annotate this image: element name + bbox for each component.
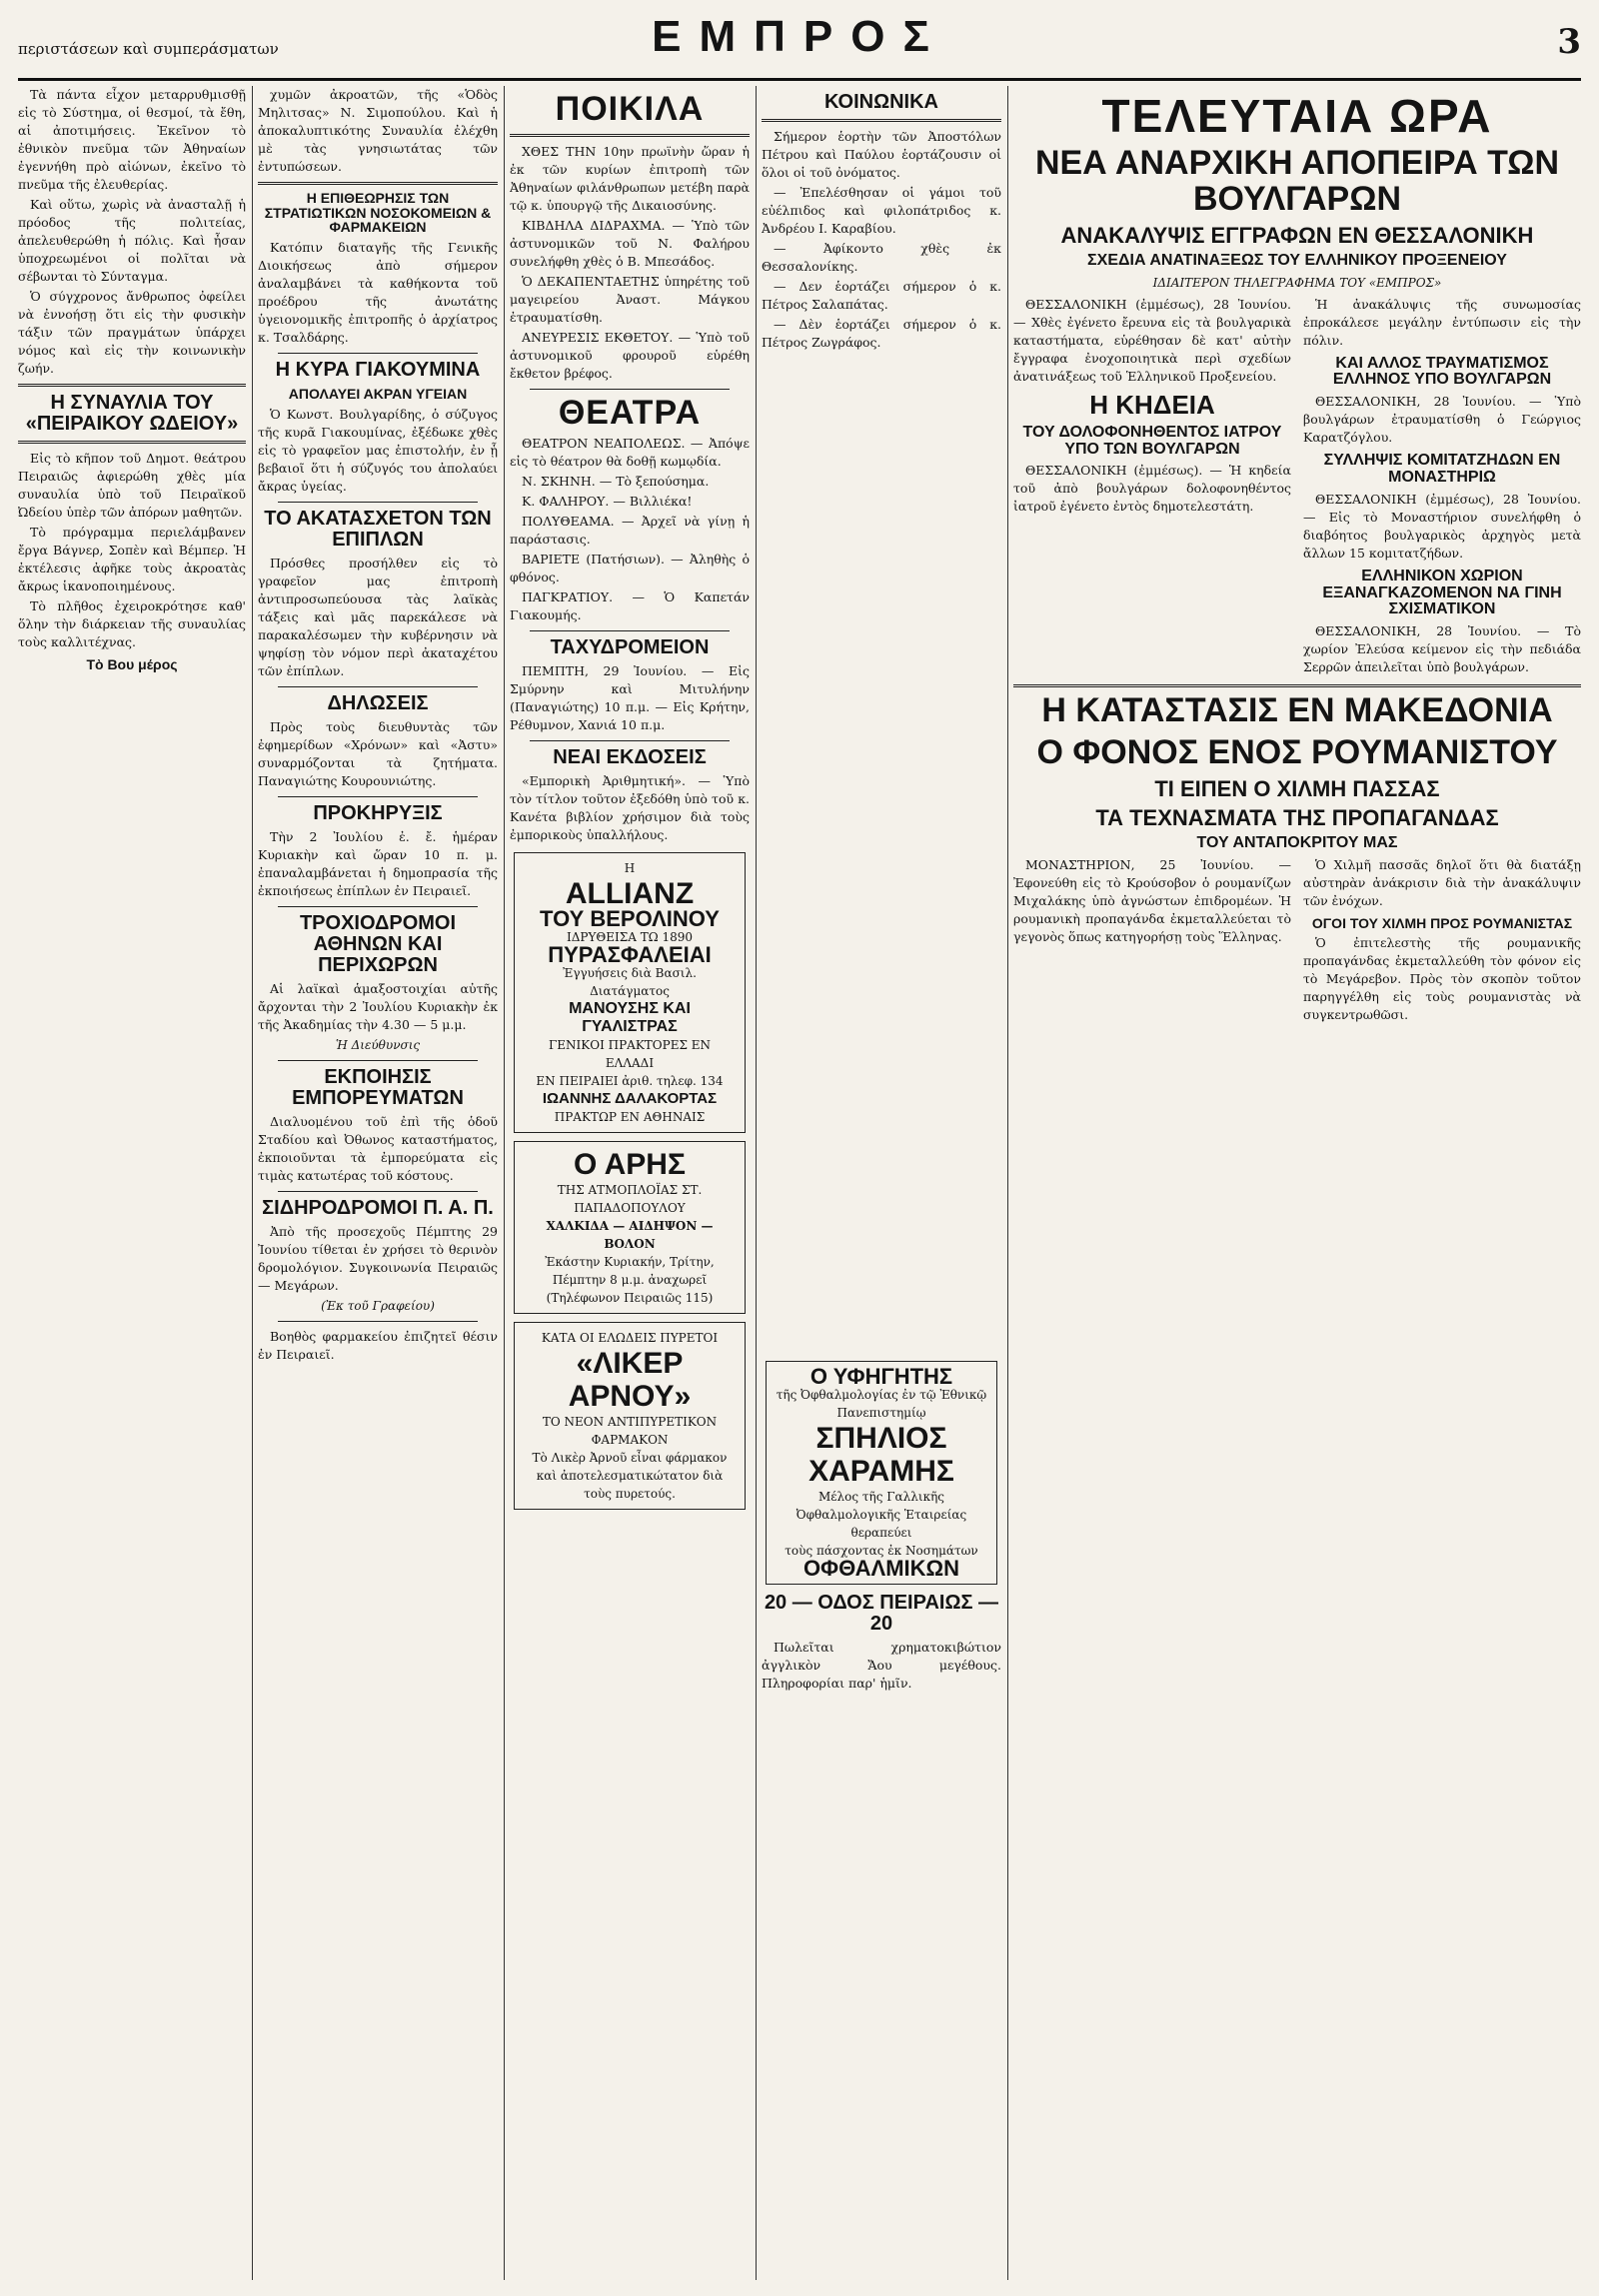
- story2-paragraph: ΜΟΝΑΣΤΗΡΙΟΝ, 25 Ἰουνίου. — Ἐφονεύθη εἰς τὸ Κρούσοβον ὁ ρουμανίζων Μιχαλάκης ὑπὸ ἀγνώστων ἐπιδρομέων. Ἡ ρουμανικὴ προπαγάνδα ἐκμεταλλεύεται τὸ γεγονὸς ὅπως κατηγορήσῃ τοὺς Ἕλληνας.: [1013, 856, 1291, 944]
- aris-phone: (Τηλέφωνον Πειραιῶς 115): [546, 1291, 714, 1306]
- theatres-title: ΘΕΑΤΡΑ: [558, 393, 702, 432]
- allianz-advertisement: [514, 852, 746, 1133]
- oph-membership: Μέλος τῆς Γαλλικῆς Ὀφθαλμολογικῆς Ἑταιρείας: [796, 1490, 967, 1522]
- concert-part-two: Τὸ Βου μέρος: [86, 656, 178, 672]
- column2-top-text: χυμῶν ἀκροατῶν, τῆς «Ὁδὸς Μηλιτσας» Ν. Σιμοπούλου. Καὶ ἡ ἀποκαλυπτικότης Συναυλία ἐλέχθη μὲ τὰς γνησιωτάτας τῶν ἐντυπώσεων.: [258, 87, 498, 174]
- aris-title: Ο ΑΡΗΣ: [574, 1148, 686, 1182]
- wounded-headline: ΚΑΙ ΑΛΛΟΣ ΤΡΑΥΜΑΤΙΣΜΟΣ ΕΛΛΗΝΟΣ ΥΠΟ ΒΟΥΛΓΑΡΩΝ: [1332, 354, 1552, 389]
- poikila-item-1: ΧΘΕΣ ΤΗΝ 10ην πρωϊνὴν ὥραν ἡ ἐκ τῶν κυρίων ἐπιτροπὴ τῶν Ἀθηναίων φιλάνθρωπων μετέβη παρὰ τῷ κ. ὑπουργῷ τῆς Δικαιοσύνης.: [510, 143, 750, 213]
- allianz-piraeus: ΕΝ ΠΕΙΡΑΙΕΙ ἀριθ. τηλεφ. 134: [536, 1074, 724, 1089]
- allianz-athens-label: ΠΡΑΚΤΩΡ ΕΝ ΑΘΗΝΑΙΣ: [554, 1110, 706, 1125]
- telegram-byline: ΙΔΙΑΙΤΕΡΟΝ ΤΗΛΕΓΡΑΦΗΜΑ ΤΟΥ «ΕΜΠΡΟΣ»: [1152, 275, 1442, 290]
- column2-footer: Βοηθὸς φαρμακείου ἐπιζητεῖ θέσιν ἐν Πειραιεῖ.: [258, 1328, 498, 1362]
- theatre-item-5: ΒΑΡΙΕΤΕ (Πατήσιων). — Ἀληθὴς ὁ φθόνος.: [510, 552, 750, 585]
- aris-schedule: Ἐκάστην Κυριακήν, Τρίτην, Πέμπτην 8 μ.μ. ἀναχωρεῖ: [545, 1255, 715, 1288]
- story1b-paragraph: Ἡ ἀνακάλυψις τῆς συνωμοσίας ἐπροκάλεσε μεγάλην ἐντύπωσιν εἰς τὴν πόλιν.: [1303, 296, 1581, 348]
- arrests-headline: ΣΥΛΛΗΨΙΣ ΚΟΜΙΤΑΤΖΗΔΩΝ ΕΝ ΜΟΝΑΣΤΗΡΙΩ: [1323, 452, 1561, 486]
- theatre-item-1: ΘΕΑΤΡΟΝ ΝΕΑΠΟΛΕΩΣ. — Ἀπόψε εἰς τὸ θέατρον θὰ δοθῇ κωμῳδία.: [510, 436, 750, 470]
- story2b-paragraph: Ὁ Χιλμῆ πασσᾶς δηλοῖ ὅτι θὰ διατάξῃ αὐστηρὰν ἀνάκρισιν διὰ τὴν ἀνακάλυψιν τῶν ἐνόχων.: [1303, 856, 1581, 908]
- furniture-headline: ΤΟ ΑΚΑΤΑΣΧΕΤΟΝ ΤΩΝ ΕΠΙΠΛΩΝ: [264, 507, 492, 551]
- allianz-guarantee: Ἐγγυήσεις διὰ Βασιλ. Διατάγματος: [563, 966, 697, 999]
- liker-arnou-advertisement: [514, 1322, 746, 1510]
- social-item-1: Σήμερον ἑορτὴν τῶν Ἀποστόλων Πέτρου καὶ Παύλου ἑορτάζουσιν οἱ ὅλοι οἱ τοῦ ὀνόματος.: [762, 129, 1001, 180]
- newspaper-title: ΕΜΠΡΟΣ: [652, 12, 947, 61]
- propaganda-headline: ΤΑ ΤΕΧΝΑΣΜΑΤΑ ΤΗΣ ΠΡΟΠΑΓΑΝΔΑΣ: [1095, 804, 1499, 830]
- theatre-item-3: Κ. ΦΑΛΗΡΟΥ. — Βιλλιέκα!: [522, 494, 693, 510]
- declarations-title: ΔΗΛΩΣΕΙΣ: [327, 691, 429, 714]
- story3-paragraph: Ὁ ἐπιτελεστὴς τῆς ρουμανικῆς προπαγάνδας ἐκμεταλλεύθη τὸν φόνον εἰς τὸ Μεγάρεβον. Πρὸς τὸν σκοπὸν τοῦτον παρηγγέλθη εἰς τοὺς ρουμανιστὰς νὰ συγκεντρωθῶσι.: [1303, 935, 1581, 1023]
- post-office-title: ΤΑΧΥΔΡΟΜΕΙΟΝ: [550, 636, 710, 659]
- theatre-item-4: ΠΟΛΥΘΕΑΜΑ. — Ἀρχεῖ νὰ γίνῃ ἡ παράστασις.: [510, 514, 750, 548]
- social-title: ΚΟΙΝΩΝΙΚΑ: [823, 91, 938, 113]
- concert-paragraph-3: Τὸ πλῆθος ἐχειροκρότησε καθ' ὅλην τὴν διάρκειαν τῆς συναυλίας τοὺς καλλιτέχνας.: [18, 598, 246, 649]
- railway-text: Ἀπὸ τῆς προσεχοῦς Πέμπτης 29 Ἰουνίου τίθεται ἐν χρήσει τὸ θερινὸν δρομολόγιον. Συγκοινωνία Πειραιῶς — Μεγάρων.: [258, 1223, 498, 1293]
- ophthalmologist-advertisement: [766, 1361, 997, 1585]
- sale-text: Διαλυομένου τοῦ ἐπὶ τῆς ὁδοῦ Σταδίου καὶ Ὀθωνος καταστήματος, ἐκποιοῦνται τὰ ἐμπορεύματα εἰς τιμὰς κατωτέρας τοῦ κόστους.: [258, 1113, 498, 1183]
- intro-paragraph-1: Τὰ πάντα εἶχον μεταρρυθμισθῇ εἰς τὸ Σύστημα, οἱ θεσμοί, τὰ ἔθη, αἱ ἀποτιμήσεις. Ἐκεῖνον τὸ ἐθνικὸν πνεῦμα τῶν Ἀθηναίων ἐγεννήθη πρὸ αἰώνων, ἐκεῖνο τὸ πνεῦμα τῆς ἐλευθερίας.: [18, 87, 246, 192]
- liker-brand: «ΛΙΚΕΡ ΑΡΝΟΥ»: [568, 1347, 692, 1414]
- railway-headline: ΣΙΔΗΡΟΔΡΟΜΟΙ Π. Α. Π.: [262, 1196, 494, 1219]
- railway-signature: (Ἐκ τοῦ Γραφείου): [321, 1298, 435, 1313]
- aris-route: ΧΑΛΚΙΔΑ — ΑΙΔΗΨΟΝ — ΒΟΛΟΝ: [546, 1219, 714, 1252]
- kyra-giakoumina-headline: Η ΚΥΡΑ ΓΙΑΚΟΥΜΙΝΑ: [275, 359, 481, 382]
- intro-paragraph-3: Ὁ σύγχρονος ἄνθρωπος ὀφείλει νὰ ἐννοήσῃ ὅτι εἰς τὴν φυσικὴν τάξιν τῶν πραγμάτων ὑπάρχει νόμος καὶ εἰς τὴν κοινωνικὴν ζωήν.: [18, 289, 246, 376]
- tram-text: Αἱ λαϊκαὶ ἁμαξοστοιχίαι αὐτῆς ἄρχονται τὴν 2 Ἰουλίου Κυριακὴν ἐκ τῆς Ἀκαδημίας τὴν 4.30 — 5 μ.μ.: [258, 980, 498, 1032]
- intro-paragraph-2: Καὶ οὕτω, χωρὶς νὰ ἀνασταλῇ ἡ πρόοδος τῆς πολιτείας, ἀπελευθερώθη ἡ πόλις. Καὶ ἦσαν ὑποχρεωμένοι οἱ πολῖται νὰ σέβωνται τὸ Σύνταγμα.: [18, 197, 246, 284]
- proclamation-title: ΠΡΟΚΗΡΥΞΙΣ: [313, 801, 443, 824]
- oph-patients: τοὺς πάσχοντας ἐκ Νοσημάτων: [785, 1544, 978, 1558]
- wounded-text: ΘΕΣΣΑΛΟΝΙΚΗ, 28 Ἰουνίου. — Ὑπὸ βουλγάρων ἐτραυματίσθη ὁ Γεώργιος Καρατζόγλου.: [1303, 394, 1581, 446]
- hilmi-subheadline: ΟΓΟΙ ΤΟΥ ΧΙΛΜΗ ΠΡΟΣ ΡΟΥΜΑΝΙΣΤΑΣ: [1311, 914, 1573, 931]
- liker-text: Τὸ Λικὲρ Ἀρνοῦ εἶναι φάρμακον καὶ ἀποτελεσματικώτατον διὰ τοὺς πυρετούς.: [532, 1451, 728, 1502]
- column-4: [762, 86, 1001, 2280]
- column-3: [510, 86, 750, 2280]
- documents-discovery-headline: ΑΝΑΚΑΛΥΨΙΣ ΕΓΓΡΑΦΩΝ ΕΝ ΘΕΣΣΑΛΟΝΙΚΗ: [1060, 222, 1534, 248]
- allianz-agents: ΜΑΝΟΥΣΗΣ ΚΑΙ ΓΥΑΛΙΣΤΡΑΣ: [569, 1000, 691, 1036]
- story1-paragraph: ΘΕΣΣΑΛΟΝΙΚΗ (ἐμμέσως), 28 Ἰουνίου. — Χθὲς ἐγένετο ἔρευνα εἰς τὰ βουλγαρικὰ καταστήματα, εὑρέθησαν δὲ κατ' αὐτὴν ἔγγραφα ἐνοχοποιητικὰ περὶ σχεδίων ἀνατινάξεως τοῦ Ἑλληνικοῦ Προξενείου.: [1013, 296, 1291, 384]
- poikila-item-4: ΑΝΕΥΡΕΣΙΣ ΕΚΘΕΤΟΥ. — Ὑπὸ τοῦ ἀστυνομικοῦ φρουροῦ εὑρέθη ἔκθετον βρέφος.: [510, 329, 750, 381]
- romanian-headline: Ο ΦΟΝΟΣ ΕΝΟΣ ΡΟΥΜΑΝΙΣΤΟΥ: [1036, 732, 1558, 771]
- safe-for-sale-text: Πωλεῖται χρηματοκιβώτιον ἀγγλικὸν Ἄου μεγέθους. Πληροφορίαι παρ' ἡμῖν.: [762, 1640, 1001, 1691]
- proclamation-text: Τὴν 2 Ἰουλίου ἐ. ἔ. ἡμέραν Κυριακὴν καὶ ὥραν 10 π. μ. ἐπαναλαμβάνεται ἡ δημοπρασία τῆς ἐκποιήσεως ἐπίπλων ἐν Πειραιεῖ.: [258, 828, 498, 898]
- social-item-2: — Ἐπελέσθησαν οἱ γάμοι τοῦ εὐέλπιδος καὶ φιλοπάτριδος κ. Ἀνδρέου Ι. Καραβίου.: [762, 185, 1001, 236]
- post-office-text: ΠΕΜΠΤΗ, 29 Ἰουνίου. — Εἰς Σμύρνην καὶ Μιτυλήνην (Παναγιώτης) 10 π.μ. — Εἰς Κρήτην, Ρέθυμνον, Χανιά 10 π.μ.: [510, 663, 750, 733]
- liker-top-line: ΚΑΤΑ ΟΙ ΕΛΩΔΕΙΣ ΠΥΡΕΤΟΙ: [541, 1331, 719, 1346]
- poikila-item-3: Ὁ ΔΕΚΑΠΕΝΤΑΕΤΗΣ ὑπηρέτης τοῦ μαγειρείου Ἀναστ. Μάγκου ἐτραυματίσθη.: [510, 273, 750, 325]
- masthead-left-fragment: περιστάσεων καὶ συμπεράσματων: [18, 40, 279, 58]
- allianz-founded: ΙΔΡΥΘΕΙΣΑ ΤΩ 1890: [566, 930, 693, 945]
- tram-headline: ΤΡΟΧΙΟΔΡΟΜΟΙ ΑΘΗΝΩΝ ΚΑΙ ΠΕΡΙΧΩΡΩΝ: [299, 911, 457, 976]
- kyra-giakoumina-text: Ὁ Κωνστ. Βουλγαρίδης, ὁ σύζυγος τῆς κυρᾶ Γιακουμίνας, ἐξέδωκε χθὲς εἰς τὸ γραφεῖον μας ἐπιστολήν, ἐν ᾗ βεβαιοῖ ὅτι ἡ σύζυγός του ἀπολαύει ἄκρας ὑγείας.: [258, 406, 498, 494]
- allianz-brand: ALLIANZ: [565, 877, 695, 911]
- macedonia-headline: Η ΚΑΤΑΣΤΑΣΙΣ ΕΝ ΜΑΚΕΔΟΝΙΑ: [1041, 691, 1553, 730]
- aris-advertisement: [514, 1141, 746, 1314]
- poikila-item-2: ΚΙΒΔΗΛΑ ΔΙΔΡΑΧΜΑ. — Ὑπὸ τῶν ἀστυνομικῶν τοῦ Ν. Φαλήρου συνελήφθη χθὲς ὁ Β. Μπεσάδος.: [510, 217, 750, 269]
- allianz-city: ΤΟΥ ΒΕΡΟΛΙΝΟΥ: [540, 906, 720, 932]
- oph-title: Ο ΥΦΗΓΗΤΗΣ: [809, 1364, 953, 1389]
- column-2: [258, 86, 498, 2280]
- oph-university: τῆς Ὀφθαλμολογίας ἐν τῷ Ἐθνικῷ Πανεπιστημίῳ: [776, 1388, 987, 1420]
- furniture-text: Πρόσθες προσήλθεν εἰς τὸ γραφεῖον μας ἐπιτροπὴ ἀντιπροσωπεύουσα τὰς λαϊκὰς τάξεις καὶ μᾶς παρεκάλεσε νὰ παρακαλέσωμεν τὴν κυβέρνησιν νὰ ψηφίσῃ τὸν νόμον περὶ ἀκαταχέτου τῶν ἐπίπλων.: [258, 555, 498, 678]
- last-hour-headline: ΤΕΛΕΥΤΑΙΑ ΩΡΑ: [1101, 90, 1493, 142]
- allianz-fire-insurance: ΠΥΡΑΣΦΑΛΕΙΑΙ: [548, 942, 712, 968]
- sale-headline: ΕΚΠΟΙΗΣΙΣ ΕΜΠΟΡΕΥΜΑΤΩΝ: [292, 1065, 464, 1109]
- concert-headline: Η ΣΥΝΑΥΛΙΑ ΤΟΥ «ΠΕΙΡΑΙΚΟΥ ΩΔΕΙΟΥ»: [25, 392, 239, 435]
- funeral-text: ΘΕΣΣΑΛΟΝΙΚΗ (ἐμμέσως). — Ἡ κηδεία τοῦ ἀπὸ βουλγάρων δολοφονηθέντος ἰατροῦ ἐγένετο ἐντὸς δημοτελεστάτη.: [1013, 463, 1291, 515]
- theatre-item-6: ΠΑΓΚΡΑΤΙΟΥ. — Ὁ Καπετάν Γιακουμής.: [510, 589, 750, 623]
- consulate-plan-headline: ΣΧΕΔΙΑ ΑΝΑΤΙΝΑΞΕΩΣ ΤΟΥ ΕΛΛΗΝΙΚΟΥ ΠΡΟΞΕΝΕΙΟΥ: [1087, 251, 1507, 269]
- hospital-inspection-headline: Η ΕΠΙΘΕΩΡΗΣΙΣ ΤΩΝ ΣΤΡΑΤΙΩΤΙΚΩΝ ΝΟΣΟΚΟΜΕΙΩΝ & ΦΑΡΜΑΚΕΙΩΝ: [264, 190, 492, 236]
- allianz-general-agents: ΓΕΝΙΚΟΙ ΠΡΑΚΤΟΡΕΣ ΕΝ ΕΛΛΑΔΙ: [548, 1038, 712, 1071]
- kyra-giakoumina-subheadline: ΑΠΟΛΑΥΕΙ ΑΚΡΑΝ ΥΓΕΙΑΝ: [288, 386, 468, 403]
- funeral-headline: Η ΚΗΔΕΙΑ: [1089, 389, 1215, 420]
- liker-subtitle: ΤΟ ΝΕΟΝ ΑΝΤΙΠΥΡΕΤΙΚΟΝ ΦΑΡΜΑΚΟΝ: [542, 1415, 718, 1448]
- village-headline: ΕΛΛΗΝΙΚΟΝ ΧΩΡΙΟΝ ΕΞΑΝΑΓΚΑΖΟΜΕΝΟΝ ΝΑ ΓΙΝΗ ΣΧΙΣΜΑΤΙΚΟΝ: [1322, 567, 1562, 618]
- declarations-text: Πρὸς τοὺς διευθυντὰς τῶν ἐφημερίδων «Χρόνων» καὶ «Ἀστυ» συναρμόζονται τὰ ζητήματα. Παναγιώτης Κουρουνιώτης.: [258, 718, 498, 788]
- hospital-inspection-text: Κατόπιν διαταγῆς τῆς Γενικῆς Διοικήσεως ἀπὸ σήμερον ἀναλαμβάνει τὰ καθήκοντα τοῦ προέδρου τῆς ἀνωτάτης ὑγειονομικῆς ἐπιτροπῆς ὁ ἀρχίατρος κ. Τσαλδάρης.: [258, 240, 498, 346]
- aris-company: ΤΗΣ ΑΤΜΟΠΛΟΪΑΣ ΣΤ. ΠΑΠΑΔΟΠΟΥΛΟΥ: [557, 1183, 703, 1216]
- concert-paragraph-1: Εἰς τὸ κῆπον τοῦ Δημοτ. θεάτρου Πειραιῶς ἀφιερώθη χθὲς μία συναυλία ὑπὸ τοῦ Πειραϊκοῦ Ὠδείου ὑπὲρ τῶν ἀπόρων μαθητῶν.: [18, 451, 246, 520]
- tram-signature: Ἡ Διεύθυνσις: [335, 1037, 421, 1052]
- social-item-3: — Ἀφίκοντο χθὲς ἐκ Θεσσαλονίκης.: [762, 241, 1001, 274]
- social-item-5: — Δὲν ἑορτάζει σήμερον ὁ κ. Πέτρος Ζωγράφος.: [762, 317, 1001, 350]
- social-item-4: — Δεν ἑορτάζει σήμερον ὁ κ. Πέτρος Σαλαπάτας.: [762, 279, 1001, 312]
- allianz-athens-agent: ΙΩΑΝΝΗΣ ΔΑΛΑΚΟΡΤΑΣ: [542, 1090, 718, 1108]
- oph-treats: θεραπεύει: [850, 1526, 912, 1540]
- new-publications-title: ΝΕΑΙ ΕΚΔΟΣΕΙΣ: [553, 746, 707, 769]
- page-number: 3: [1557, 22, 1581, 62]
- anarchist-attempt-headline: ΝΕΑ ΑΝΑΡΧΙΚΗ ΑΠΟΠΕΙΡΑ ΤΩΝ ΒΟΥΛΓΑΡΩΝ: [1034, 144, 1560, 218]
- concert-paragraph-2: Τὸ πρόγραμμα περιελάμβανεν ἔργα Βάγνερ, Σοπὲν καὶ Βέμπερ. Ἡ ἐκτέλεσις ἀφῆκε τοὺς ἀκροατὰς ἄκρως ἱκανοποιημένους.: [18, 525, 246, 593]
- allianz-article: Η: [624, 861, 636, 876]
- poikila-title: ΠΟΙΚΙΛΑ: [555, 90, 705, 128]
- column-1: [18, 86, 246, 2280]
- oph-last-name: ΧΑΡΑΜΗΣ: [808, 1455, 954, 1488]
- right-section: [1013, 86, 1581, 2280]
- masthead: [18, 8, 1581, 81]
- address-line: 20 — ΟΔΟΣ ΠΕΙΡΑΙΩΣ — 20: [764, 1592, 999, 1635]
- correspondent-line: ΤΟΥ ΑΝΤΑΠΟΚΡΙΤΟΥ ΜΑΣ: [1196, 833, 1398, 851]
- funeral-subheadline: ΤΟΥ ΔΟΛΟΦΟΝΗΘΕΝΤΟΣ ΙΑΤΡΟΥ ΥΠΟ ΤΩΝ ΒΟΥΛΓΑΡΩΝ: [1022, 423, 1282, 458]
- village-text: ΘΕΣΣΑΛΟΝΙΚΗ, 28 Ἰουνίου. — Τὸ χωρίον Ἐλεύσα κείμενον εἰς τὴν πεδιάδα Σερρῶν ἀπειλεῖται ὑπὸ βουλγάρων.: [1303, 623, 1581, 675]
- theatre-item-2: Ν. ΣΚΗΝΗ. — Τὸ ξεπούσημα.: [522, 474, 710, 490]
- arrests-text: ΘΕΣΣΑΛΟΝΙΚΗ (ἐμμέσως), 28 Ἰουνίου. — Εἰς τὸ Μοναστήριον συνελήφθη ὁ διαβόητος βουλγαρικὸς ἀρχηγὸς μετὰ ἄλλων 15 κομιτατζήδων.: [1303, 491, 1581, 561]
- new-publications-text: «Εμπορικὴ Ἀριθμητική». — Ὑπὸ τὸν τίτλον τοῦτον ἐξεδόθη ὑπὸ τοῦ κ. Κανέτα βιβλίον χρήσιμον διὰ τοὺς ἐμπορικοὺς ὑπαλλήλους.: [510, 773, 750, 843]
- oph-first-name: ΣΠΗΛΙΟΣ: [815, 1422, 947, 1455]
- oph-specialty: ΟΦΘΑΛΜΙΚΩΝ: [802, 1556, 960, 1581]
- hilmi-pasha-headline: ΤΙ ΕΙΠΕΝ Ο ΧΙΛΜΗ ΠΑΣΣΑΣ: [1154, 775, 1440, 801]
